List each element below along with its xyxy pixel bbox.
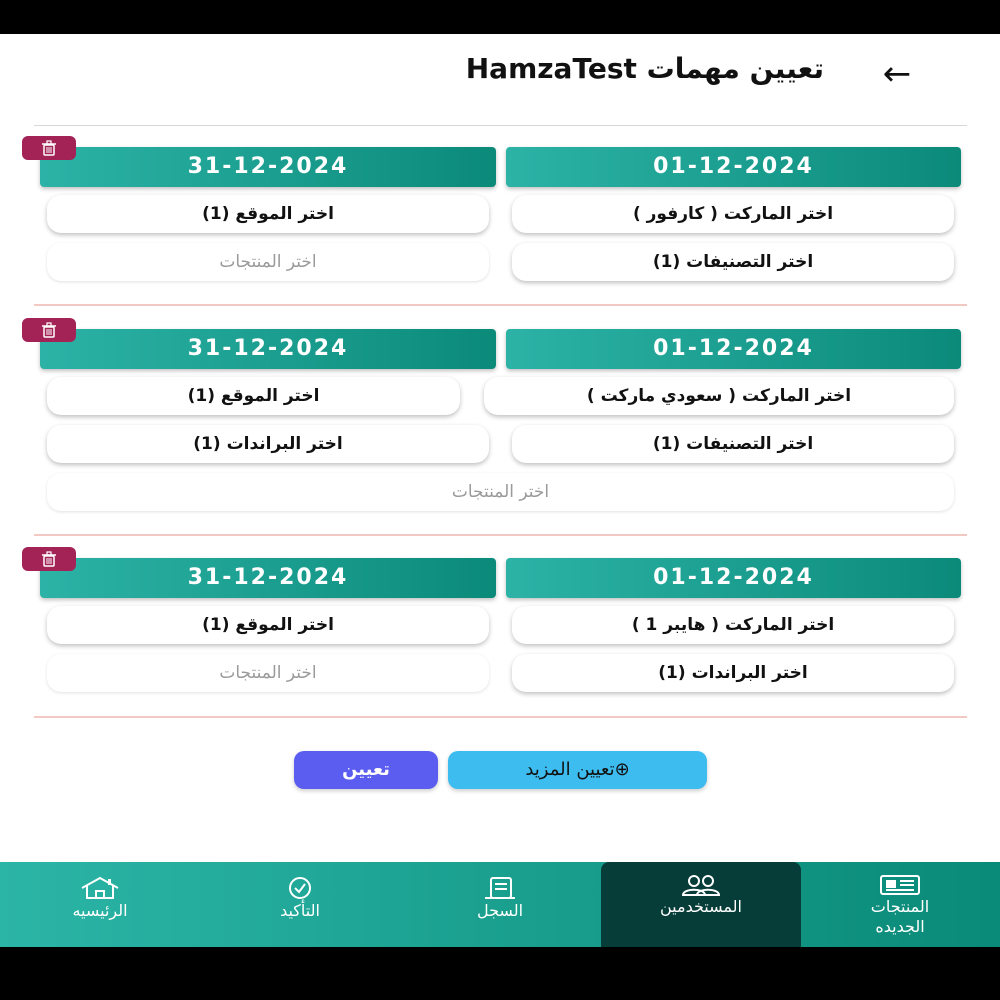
- nav-new-products-label-1: المنتجات: [870, 897, 930, 916]
- page-title: تعيين مهمات HamzaTest: [465, 52, 824, 85]
- brands-select[interactable]: اختر البراندات (1): [512, 654, 954, 692]
- nav-users-label: المستخدمين: [660, 897, 742, 916]
- bottom-navigation: [0, 862, 1000, 947]
- end-date-picker[interactable]: 31-12-2024: [40, 558, 496, 598]
- location-select[interactable]: اختر الموقع (1): [47, 377, 460, 415]
- trash-icon: [41, 140, 57, 156]
- products-select[interactable]: اختر المنتجات: [47, 243, 489, 281]
- group-divider: [34, 304, 967, 306]
- end-date-picker[interactable]: 31-12-2024: [40, 329, 496, 369]
- categories-select[interactable]: اختر التصنيفات (1): [512, 243, 954, 281]
- trash-icon: [41, 322, 57, 338]
- delete-group-button[interactable]: [22, 547, 76, 571]
- nav-users[interactable]: [601, 862, 801, 947]
- nav-confirm[interactable]: [230, 862, 370, 947]
- users-icon: [679, 874, 723, 896]
- trash-icon: [41, 551, 57, 567]
- group-divider: [34, 534, 967, 536]
- app-screen: [0, 34, 1000, 947]
- home-icon: [78, 876, 122, 900]
- assign-more-button[interactable]: ⊕تعيين المزيد: [448, 751, 707, 789]
- brands-select[interactable]: اختر البراندات (1): [47, 425, 489, 463]
- back-arrow-icon[interactable]: ←: [882, 54, 912, 94]
- delete-group-button[interactable]: [22, 318, 76, 342]
- nav-log[interactable]: [430, 862, 570, 947]
- document-icon: [482, 876, 518, 900]
- header: [0, 34, 1000, 126]
- check-circle-icon: [287, 876, 313, 900]
- delete-group-button[interactable]: [22, 136, 76, 160]
- products-select[interactable]: اختر المنتجات: [47, 654, 489, 692]
- market-select[interactable]: اختر الماركت ( كارفور ): [512, 195, 954, 233]
- location-select[interactable]: اختر الموقع (1): [47, 606, 489, 644]
- products-select[interactable]: اختر المنتجات: [47, 473, 954, 511]
- nav-log-label: السجل: [476, 901, 524, 920]
- header-divider: [34, 125, 967, 126]
- location-select[interactable]: اختر الموقع (1): [47, 195, 489, 233]
- market-select[interactable]: اختر الماركت ( هايبر 1 ): [512, 606, 954, 644]
- nav-new-products[interactable]: [820, 862, 980, 947]
- start-date-picker[interactable]: 01-12-2024: [506, 329, 961, 369]
- market-select[interactable]: اختر الماركت ( سعودي ماركت ): [484, 377, 954, 415]
- nav-home-label: الرئيسيه: [72, 901, 128, 920]
- nav-confirm-label: التأكيد: [280, 901, 320, 920]
- newspaper-icon: [878, 874, 922, 896]
- nav-home[interactable]: [30, 862, 170, 947]
- start-date-picker[interactable]: 01-12-2024: [506, 558, 961, 598]
- start-date-picker[interactable]: 01-12-2024: [506, 147, 961, 187]
- assign-button[interactable]: تعيين: [294, 751, 438, 789]
- end-date-picker[interactable]: 31-12-2024: [40, 147, 496, 187]
- group-divider: [34, 716, 967, 718]
- nav-new-products-label-2: الجديده: [875, 917, 925, 936]
- categories-select[interactable]: اختر التصنيفات (1): [512, 425, 954, 463]
